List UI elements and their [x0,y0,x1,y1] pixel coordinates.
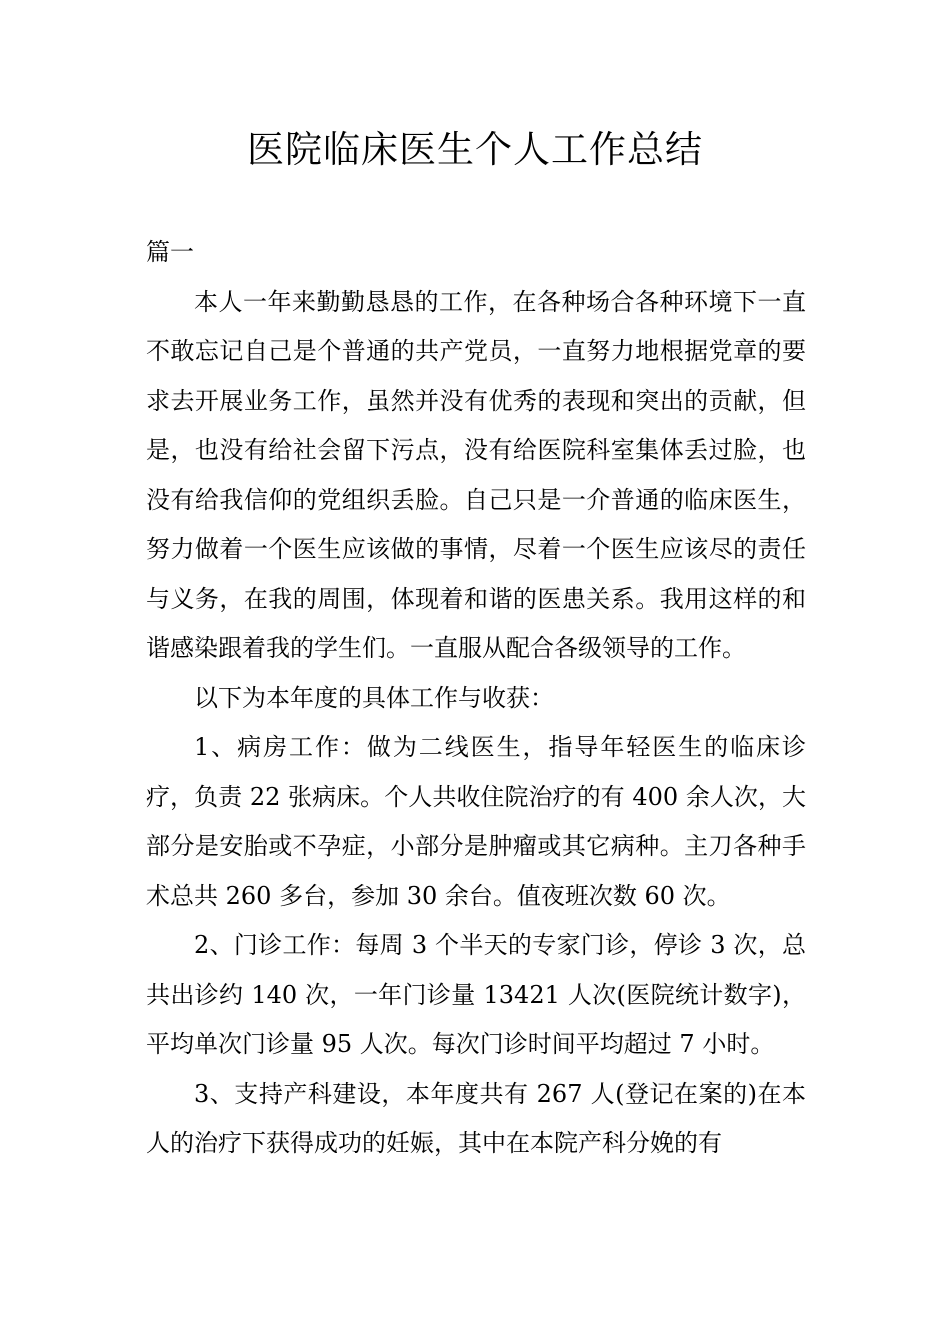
paragraph-ward-work: 1、病房工作：做为二线医生，指导年轻医生的临床诊疗，负责 22 张病床。个人共收住院治疗的有 400 余人次，大部分是安胎或不孕症，小部分是肿瘤或其它病种。主刀各种手术总共 260 多台，参加 30 余台。值夜班次数 60 次。 [146,733,806,910]
paragraph-clinic-work: 2、门诊工作：每周 3 个半天的专家门诊，停诊 3 次，总共出诊约 140 次，一年门诊量 13421 人次(医院统计数字)，平均单次门诊量 95 人次。每次门诊时间平均超过 7 小时。 [146,931,806,1058]
section-label: 篇一 [146,238,194,266]
document-title: 医院临床医生个人工作总结 [247,128,703,171]
document-body [146,228,806,1169]
paragraph-intro: 本人一年来勤勤恳恳的工作，在各种场合各种环境下一直不敢忘记自己是个普通的共产党员，一直努力地根据党章的要求去开展业务工作，虽然并没有优秀的表现和突出的贡献，但是，也没有给社会留下污点，没有给医院科室集体丢过脸，也没有给我信仰的党组织丢脸。自己只是一介普通的临床医生，努力做着一个医生应该做的事情，尽着一个医生应该尽的责任与义务，在我的周围，体现着和谐的医患关系。我用这样的和谐感染跟着我的学生们。一直服从配合各级领导的工作。 [146,287,806,662]
paragraph-summary-lead: 以下为本年度的具体工作与收获： [194,683,554,712]
paragraph-obstetrics-support: 3、支持产科建设，本年度共有 267 人(登记在案的)在本人的治疗下获得成功的妊娠，其中在本院产科分娩的有 [146,1079,806,1157]
